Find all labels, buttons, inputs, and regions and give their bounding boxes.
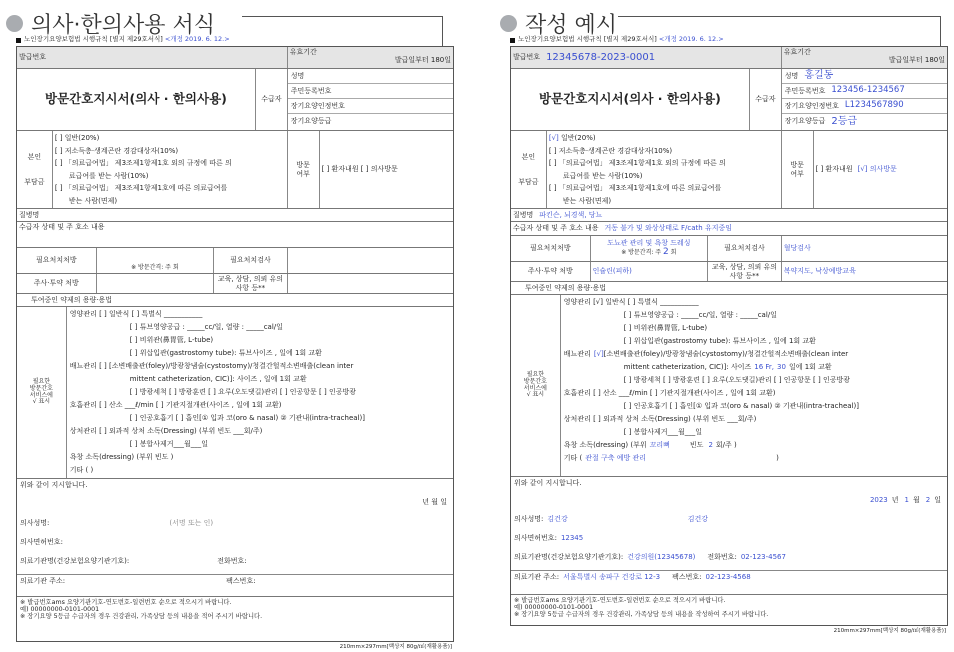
- copay-label-2: 부담금: [518, 177, 539, 186]
- copay-options: [53, 131, 288, 208]
- copay-option: [ ] 일반(20%): [54, 134, 100, 143]
- needed-care-cell: [591, 236, 708, 261]
- needed-care-value: 도뇨관 관리 및 욕창 드레싱: [607, 239, 691, 248]
- bullet-dot-icon: [500, 15, 517, 32]
- copay-option: 료급여를 받는 사람(10%): [562, 171, 643, 180]
- instructed-text: 위와 같이 지시합니다.: [514, 479, 582, 488]
- med-dose-label: 투여중인 약제의 용량·용법: [31, 295, 113, 304]
- note-line: 예) 00000000-0101-0001: [20, 606, 100, 614]
- form-sheet: [16, 46, 454, 642]
- title-row: [17, 69, 453, 131]
- needed-test-label: 필요처치검사: [708, 236, 782, 261]
- form-document: [16, 34, 456, 650]
- urinary-exchange: 일에 1회 교환: [788, 363, 832, 372]
- pressure-freq: 2: [708, 441, 713, 450]
- disease-row: [17, 209, 453, 222]
- name-value: 홍길동: [804, 70, 834, 82]
- urinary-check: [√]: [593, 350, 604, 359]
- form-sheet: [510, 46, 948, 626]
- care-line: mittent catheterization, CIC)]: 사이즈 , 일에 1회 교환: [129, 375, 307, 384]
- note-line: ※ 장기요양 5등급 수급자의 경우 건강관리, 가족상담 등의 내용을 적어 주시기 바랍니다.: [20, 613, 263, 621]
- visit-option-clinic: [ ] 환자내원: [815, 165, 853, 174]
- doctor-name-label: 의사성명:: [20, 519, 50, 528]
- side-label-line: 방문간호: [523, 377, 547, 385]
- status-label: 수급자 상태 및 주 호소 내용: [513, 224, 599, 233]
- valid-value: 발급일부터 180일: [888, 56, 945, 65]
- urinary-size-label: mittent catheterization, CIC)]: 사이즈: [623, 363, 752, 372]
- care-line: [ ] 튜브영양공급 : _____cc/일, 열량 : _____cal/일: [129, 323, 283, 332]
- issue-no-label: 발급번호: [17, 47, 288, 68]
- recipient-rrn-field: [782, 84, 947, 99]
- visit-label-1: 방문: [790, 161, 804, 170]
- institution-line: [511, 551, 947, 564]
- issue-no-value: 12345678-2023-0001: [546, 51, 656, 63]
- urinary-label: 배뇨관리: [563, 350, 591, 359]
- address-label: 의료기관 주소:: [20, 576, 66, 585]
- fax-label: 팩스번호:: [672, 572, 702, 581]
- example-form-panel: [500, 0, 952, 632]
- needed-care-label: 필요처치처방: [17, 248, 97, 273]
- doctor-name-value: 김건강: [547, 515, 568, 524]
- notes-block: [511, 595, 947, 625]
- valid-label: 유효기간: [783, 48, 811, 56]
- paper-note: 210mm×297mm[백상지 80g/㎡(재활용품)]: [833, 627, 946, 634]
- education-label: 교육, 상담, 의뢰 유의사항 등**: [214, 274, 288, 293]
- rrn-value: 123456-1234567: [831, 85, 905, 96]
- issue-date: [511, 494, 947, 507]
- med-dose-label: 투여중인 약제의 용량·용법: [525, 283, 607, 292]
- license-value: 12345: [560, 534, 584, 543]
- issue-row: [17, 47, 453, 69]
- form-title: 방문간호지시서(의사 · 한의사용): [511, 69, 750, 130]
- visit-interval: [621, 247, 676, 257]
- side-label-line: 방문간호: [29, 384, 53, 392]
- date-month-unit: 월: [913, 496, 920, 505]
- law-ref-text: 노인장기요양보험법 시행규칙 [별지 제29호서식]: [518, 35, 657, 44]
- date-day: 2: [925, 496, 931, 505]
- injection-label: 주사·투약 처방: [17, 274, 97, 293]
- care-line: 배뇨관리 [ ] [소변배출관(foley)/방광창냄술(cystostomy)/청결간헐적소변배출(clean inter: [69, 362, 354, 371]
- date-year-unit: 년: [891, 496, 899, 505]
- note-line: 예) 00000000-0101-0001: [514, 604, 594, 612]
- care-line: [ ] 위삽입관(gastrostomy tube): 튜브사이즈 , 일에 1회 교환: [129, 349, 322, 358]
- institution-name-label: 의료기관명(건강보험요양기관기호):: [514, 553, 624, 562]
- valid-cell: [288, 47, 453, 68]
- care-line: [ ] 방광세척 [ ] 방광훈련 [ ] 요루(오도댓길)관리 [ ] 인공항문 [ ] 인공방광: [623, 376, 851, 385]
- pressure-unit: 회/주 ): [715, 441, 737, 450]
- care-line: [ ] 위삽입관(gastrostomy tube): 튜브사이즈 , 일에 1회 교환: [623, 337, 816, 346]
- status-cell: [511, 222, 947, 235]
- form-document: [510, 34, 950, 634]
- copay-row: [511, 131, 947, 209]
- pressure-site: 꼬리뼈: [649, 441, 670, 450]
- urinary-text: [소변배출관(foley)/방광창냄술(cystostomy)/청결간헐적소변배출(clean inter: [603, 350, 849, 359]
- needed-test-value: 혈당검사: [783, 244, 811, 253]
- needed-care-label: 필요처치처방: [511, 236, 591, 261]
- urinary-days-value: 30: [777, 363, 786, 372]
- care-line: 상처관리 [ ] 외과적 상처 소독(Dressing) (부위 빈도 ___회/주): [69, 427, 263, 436]
- valid-label: 유효기간: [289, 48, 317, 56]
- side-label-line: 필요한: [32, 377, 51, 385]
- date-year: 2023: [869, 496, 888, 505]
- etc-value: 관절 구축 예방 관리: [585, 454, 647, 463]
- address-line: [17, 574, 453, 587]
- visit-interval: ※ 방문간격: 주 회: [97, 248, 214, 273]
- note-line: ※ 발급번호ams 요양기관기호-연도번호-일련번호 순으로 적으시기 바랍니다.: [20, 599, 232, 606]
- care-line: [ ] 비위관(鼻胃管, L-tube): [129, 336, 214, 345]
- recipient-label: 수급자: [750, 69, 782, 130]
- pressure-label: 욕창 소독(dressing) (부위: [563, 441, 647, 450]
- form-title: 방문간호지시서(의사 · 한의사용): [17, 69, 256, 130]
- care-line: [ ] 봉합사제거___월___일: [623, 428, 703, 437]
- etc-label: 기타 (: [563, 454, 583, 463]
- doctor-name-line: [17, 517, 453, 530]
- care-line: [ ] 인공호흡기 [ ] 흡인[① 입과 코(oro & nasal) ② 기관내(intra-tracheal)]: [623, 402, 859, 411]
- law-ref-text: 노인장기요양보험법 시행규칙 [별지 제29호서식]: [24, 35, 163, 44]
- copay-option: [ ] 저소득층·생계곤란 경감대상자(10%): [54, 146, 179, 155]
- heading-rule: [618, 16, 940, 17]
- paper-note: 210mm×297mm[백상지 80g/㎡(재활용품)]: [339, 643, 452, 650]
- doctor-name-line: [511, 513, 947, 526]
- rrn-label: 주민등록번호: [784, 86, 826, 95]
- care-line: 기타 ( ): [69, 466, 94, 475]
- law-reference: [510, 34, 950, 46]
- needed-test-value: [288, 248, 453, 273]
- care-row: [17, 248, 453, 274]
- phone-value: 02-123-4567: [740, 553, 786, 562]
- address-value: 서울특별시 송파구 건강로 12-3: [563, 572, 661, 581]
- copay-label: [511, 131, 547, 208]
- pressure-freq-label: 빈도: [689, 441, 704, 450]
- education-value: 복약지도, 낙상예방교육: [783, 267, 856, 276]
- signature-block: [17, 479, 453, 597]
- visit-interval-suffix: 회: [670, 249, 677, 257]
- visit-label: [782, 131, 814, 208]
- injection-row: [511, 262, 947, 282]
- care-line: [ ] 비위관(鼻胃管, L-tube): [623, 324, 708, 333]
- date-day-unit: 일: [934, 496, 941, 505]
- recipient-name-field: 성명: [288, 69, 453, 84]
- heading-rule: [242, 16, 442, 17]
- copay-option: [ ] 「의료급여법」 제3조제1항제1호 외의 규정에 따른 의: [548, 159, 726, 168]
- care-line-etc: [564, 452, 944, 465]
- blank-form-panel: [6, 0, 458, 650]
- square-bullet-icon: [16, 38, 21, 43]
- copay-checked-box: [√]: [548, 134, 559, 143]
- license-line: [511, 532, 947, 545]
- care-line: 욕창 소독(dressing) (부위 빈도 ): [69, 453, 174, 462]
- signature-hint: (서명 또는 인): [169, 519, 214, 528]
- injection-value: [97, 274, 214, 293]
- issue-date: 년 월 일: [422, 498, 447, 507]
- injection-label: 주사·투약 처방: [511, 262, 591, 281]
- care-line: 호흡관리 [ ] 산소 ___ℓ/min [ ] 기관지절개관(사이즈 , 일에 1회 교환): [563, 389, 776, 398]
- bullet-dot-icon: [6, 15, 23, 32]
- copay-row: [17, 131, 453, 209]
- fax-label: 팩스번호:: [226, 576, 256, 585]
- visit-interval-number: 2: [663, 247, 669, 258]
- care-line: 영양관리 [√] 일반식 [ ] 특별식 ___________: [563, 298, 699, 307]
- instructed-text: 위와 같이 지시합니다.: [20, 481, 88, 490]
- valid-value: 발급일부터 180일: [394, 56, 451, 65]
- disease-label: 질병명: [19, 210, 40, 219]
- copay-option: 받는 사람(면제): [562, 196, 612, 205]
- copay-option: [549, 134, 596, 142]
- copay-label-1: 본인: [27, 153, 42, 162]
- care-line: [ ] 인공호흡기 [ ] 흡인[① 입과 코(oro & nasal) ② 기관내(intra-tracheal)]: [129, 414, 365, 423]
- recipient-rrn-field: 주민등록번호: [288, 84, 453, 99]
- med-dose-row: [17, 294, 453, 307]
- disease-row: [511, 209, 947, 222]
- issue-no-label: 발급번호: [513, 53, 541, 62]
- doctor-name-label: 의사성명:: [514, 515, 544, 524]
- copay-options: [547, 131, 782, 208]
- recipient-grade-field: [782, 114, 947, 129]
- visit-label-2: 여부: [296, 169, 310, 178]
- title-row: [511, 69, 947, 131]
- side-label-line: 서비스에: [523, 384, 547, 392]
- note-line: ※ 발급번호ams 요양기관기호-연도번호-일련번호 순으로 적으시기 바랍니다.: [514, 597, 726, 604]
- ltc-value: L1234567890: [844, 100, 904, 111]
- side-label-line: 서비스에: [29, 391, 53, 399]
- care-line: [ ] 튜브영양공급 : _____cc/일, 열량 : _____cal/일: [623, 311, 777, 320]
- education-label: 교육, 상담, 의뢰 유의사항 등**: [708, 262, 782, 281]
- education-value: [288, 274, 453, 293]
- status-row: [17, 222, 453, 248]
- phone-label: 전화번호:: [707, 553, 737, 562]
- visit-label-1: 방문: [296, 161, 310, 170]
- etc-close: ): [776, 454, 779, 463]
- copay-option: [ ] 「의료급여법」 제3조제1항제1호 외의 규정에 따른 의: [54, 159, 232, 168]
- recipient-ltc-field: [782, 99, 947, 114]
- copay-label: [17, 131, 53, 208]
- care-line: [ ] 봉합사제거___월___일: [129, 440, 209, 449]
- visit-options: [814, 131, 947, 208]
- service-side-label: [17, 307, 67, 478]
- institution-name-label: 의료기관명(건강보험요양기관기호):: [20, 557, 130, 566]
- care-row: [511, 236, 947, 262]
- care-services-list: [67, 307, 453, 478]
- care-services-row: [511, 295, 947, 477]
- recipient-fields: [288, 69, 453, 130]
- disease-cell: [511, 209, 947, 221]
- fax-value: 02-123-4568: [705, 572, 751, 581]
- recipient-label: 수급자: [256, 69, 288, 130]
- law-reference: [16, 34, 456, 46]
- visit-option-home: [√] 의사방문: [857, 165, 897, 174]
- injection-row: [17, 274, 453, 294]
- issue-row: [511, 47, 947, 69]
- visit-label: [288, 131, 320, 208]
- care-line: 영양관리 [ ] 일반식 [ ] 특별식 ___________: [69, 310, 203, 319]
- name-label: 성명: [784, 71, 799, 80]
- copay-option: 료급여를 받는 사람(10%): [68, 171, 149, 180]
- recipient-fields: [782, 69, 947, 130]
- copay-option: [ ] 저소득층·생계곤란 경감대상자(10%): [548, 146, 673, 155]
- notes-block: [17, 597, 453, 641]
- injection-value: 인슐린(피하): [591, 262, 708, 281]
- panel-heading-text: 의사·한의사용 서식: [31, 12, 216, 38]
- institution-line: [17, 555, 453, 568]
- status-label: 수급자 상태 및 주 호소 내용: [19, 223, 105, 231]
- care-line-urinary: [564, 348, 944, 361]
- visit-options: [ ] 환자내원 [ ] 의사방문: [321, 165, 398, 174]
- care-line-urinary-2: [564, 361, 944, 374]
- side-label-line: 필요한: [526, 370, 545, 378]
- care-services-list: [561, 295, 947, 476]
- note-line: ※ 장기요양 5등급 수급자의 경우 건강관리, 가족상담 등의 내용을 작성하여 주시기 바랍니다.: [514, 611, 769, 619]
- status-value: 거동 불가 및 와상상태로 F/cath 유지중임: [604, 224, 733, 233]
- issue-no-cell: [511, 47, 782, 68]
- address-line: [511, 570, 947, 583]
- service-side-label: [511, 295, 561, 476]
- institution-name-value: 건강의원(12345678): [627, 553, 696, 562]
- status-row: [511, 222, 947, 236]
- square-bullet-icon: [510, 38, 515, 43]
- license-label: 의사면허번호:: [514, 534, 557, 543]
- disease-value: 파킨슨, 뇌경색, 당뇨: [539, 210, 603, 219]
- copay-label-2: 부담금: [24, 177, 45, 186]
- copay-label-1: 본인: [521, 153, 536, 162]
- care-line-pressure: [564, 439, 944, 452]
- needed-test-label: 필요처치검사: [214, 248, 288, 273]
- med-dose-row: [511, 282, 947, 295]
- side-label-line: √ 표시: [526, 391, 545, 399]
- doctor-signature: 김건강: [687, 515, 709, 524]
- license-label: 의사면허번호:: [20, 538, 63, 547]
- visit-interval-prefix: ※ 방문간격: 주: [621, 249, 662, 257]
- phone-label: 전화번호:: [217, 557, 247, 566]
- recipient-ltc-field: 장기요양인정번호: [288, 99, 453, 114]
- recipient-grade-field: 장기요양등급: [290, 117, 332, 126]
- care-services-row: [17, 307, 453, 479]
- signature-block: [511, 477, 947, 595]
- side-label-line: √ 표시: [32, 398, 51, 406]
- care-line: 호흡관리 [ ] 산소 ___ℓ/min [ ] 기관지절개관(사이즈 , 일에 1회 교환): [69, 401, 282, 410]
- date-month: 1: [904, 496, 909, 505]
- copay-option: [ ] 「의료급여법」 제3조제1항제1호에 따른 의료급여를: [54, 184, 228, 193]
- urinary-size-value: 16 Fr,: [754, 363, 775, 372]
- copay-option: 받는 사람(면제): [68, 196, 118, 205]
- disease-label: 질병명: [513, 210, 534, 219]
- visit-label-2: 여부: [790, 169, 804, 178]
- care-line: [ ] 방광세척 [ ] 방광훈련 [ ] 요루(오도댓길)관리 [ ] 인공항문 [ ] 인공방광: [129, 388, 357, 397]
- care-line: 상처관리 [ ] 외과적 상처 소독(Dressing) (부위 빈도 ___회/주): [563, 415, 757, 424]
- address-label: 의료기관 주소:: [514, 572, 560, 581]
- revision-text: <개정 2019. 6. 12.>: [658, 35, 724, 44]
- recipient-name-field: [782, 69, 947, 84]
- grade-value: 2등급: [831, 115, 858, 127]
- revision-text: <개정 2019. 6. 12.>: [164, 35, 230, 44]
- copay-option: [ ] 「의료급여법」 제3조제1항제1호에 따른 의료급여를: [548, 184, 722, 193]
- valid-cell: [782, 47, 947, 68]
- ltc-label: 장기요양인정번호: [784, 101, 839, 110]
- grade-label: 장기요양등급: [784, 117, 826, 126]
- copay-option-text: 일반(20%): [561, 134, 596, 143]
- panel-heading-text: 작성 예시: [525, 12, 618, 38]
